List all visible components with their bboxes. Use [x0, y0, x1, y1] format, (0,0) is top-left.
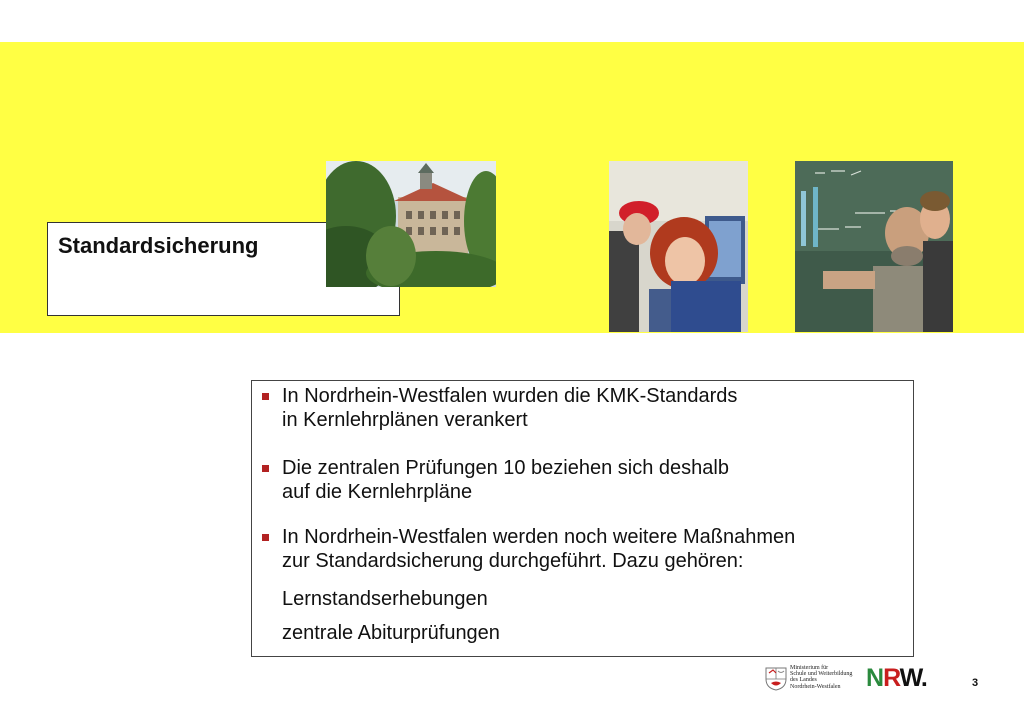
slide-title: Standardsicherung: [58, 233, 259, 258]
state-crest-icon: [765, 667, 787, 691]
bullet-line: In Nordrhein-Westfalen wurden die KMK-Standards: [282, 385, 738, 407]
students-computer-photo: [609, 161, 748, 332]
bullet-line: Die zentralen Prüfungen 10 beziehen sich deshalb: [282, 457, 729, 479]
bullet-line: In Nordrhein-Westfalen werden noch weitere Maßnahmen: [282, 526, 796, 548]
page-number: 3: [972, 677, 979, 689]
school-building-photo: [326, 161, 496, 287]
sub-item: zentrale Abiturprüfungen: [282, 622, 500, 644]
nrw-logo: NRW.: [866, 664, 927, 692]
content-box: [251, 380, 914, 657]
bullet-line: in Kernlehrplänen verankert: [282, 409, 528, 431]
bullet-line: zur Standardsicherung durchgeführt. Dazu gehören:: [282, 550, 744, 572]
bullet-square-icon: [262, 393, 269, 400]
ministry-label: Ministerium für Schule und Weiterbildung des Landes Nordrhein-Westfalen: [790, 665, 853, 690]
sub-item: Lernstandserhebungen: [282, 588, 488, 610]
bullet-line: auf die Kernlehrpläne: [282, 481, 473, 503]
bullet-square-icon: [262, 534, 269, 541]
teacher-lab-photo: [795, 161, 953, 332]
bullet-square-icon: [262, 465, 269, 472]
